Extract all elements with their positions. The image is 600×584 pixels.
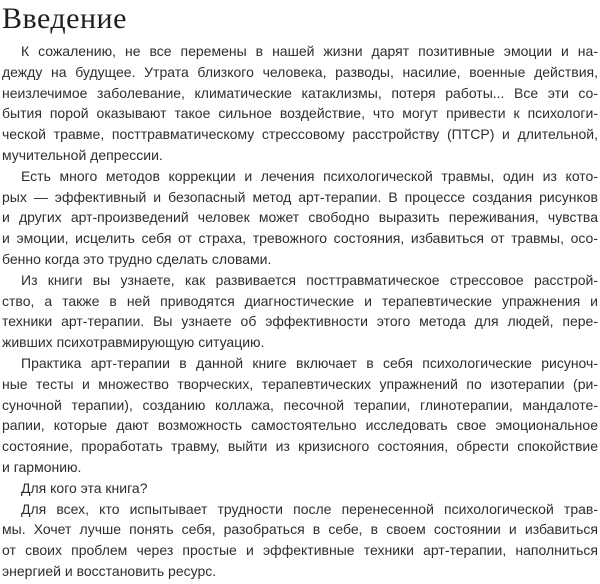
text-line: бытия порой оказывают такое сильное воздействие, что могут привести к психологи- (2, 105, 598, 122)
paragraph (2, 270, 598, 353)
text-line: и других арт-произведений человек может свободно выразить переживания, чувства (2, 209, 598, 226)
text-line: К сожалению, не все перемены в нашей жизни дарят позитивные эмоции и на- (21, 43, 598, 59)
text-line: рых — эффективный и безопасный метод арт-терапии. В процессе создания рисунков (2, 188, 598, 205)
paragraph (2, 41, 598, 166)
text-line: суночной терапии), созданию коллажа, песочной терапии, глинотерапии, мандалоте- (2, 396, 598, 413)
text-line: рапии, которые дают возможность самостоятельно исследовать свое эмоциональное (2, 417, 598, 434)
text-line: дежду на будущее. Утрата близкого человека, разводы, насилие, военные действия, (2, 63, 598, 80)
chapter-title: Введение (2, 2, 127, 35)
text-line: и гармонию. (2, 458, 82, 475)
text-line: Есть много методов коррекции и лечения психологической травмы, один из кото- (21, 167, 598, 184)
text-line: неизлечимое заболевание, климатические катаклизмы, потеря работы... Все эти со- (2, 84, 598, 101)
text-line: мы. Хочет лучше понять себя, разобраться в себе, в своем состоянии и избавиться (2, 521, 598, 538)
text-line: и эмоции, исцелить себя от страха, тревожного состояния, избавиться от травмы, осо- (2, 230, 598, 247)
text-line: техники арт-терапии. Вы узнаете об эффективности этого метода для людей, пере- (2, 313, 598, 330)
text-line: Для всех, кто испытывает трудности после перенесенной психологической трав- (21, 500, 598, 517)
text-line: ные тесты и множество творческих, терапевтических упражнений по изотерапии (ри- (2, 375, 598, 392)
text-line: ческой травме, посттравматическому стрессовому расстройству (ПТСР) и длительной, (2, 126, 598, 143)
paragraph (2, 478, 598, 499)
paragraph (2, 353, 598, 478)
paragraph (2, 499, 598, 582)
text-line: Из книги вы узнаете, как развивается посттравматическое стрессовое расстрой- (21, 271, 598, 288)
text-line: ство, а также в ней приводятся диагностические и терапевтические упражнения и (2, 292, 598, 309)
text-line: Практика арт-терапии в данной книге включает в себя психологические рисуноч- (21, 354, 598, 371)
text-line: живших психотравмирующую ситуацию. (2, 334, 265, 351)
text-line: мучительной депрессии. (2, 146, 163, 163)
body-text (2, 41, 598, 582)
text-line: бенно когда это трудно сделать словами. (2, 250, 272, 267)
text-line: Для кого эта книга? (21, 479, 148, 496)
text-line: состояние, проработать травму, выйти из кризисного состояния, обрести спокойствие (2, 438, 598, 455)
text-line: энергией и восстановить ресурс. (2, 562, 217, 579)
text-line: от своих проблем через простые и эффективные техники арт-терапии, наполниться (2, 542, 598, 559)
paragraph (2, 166, 598, 270)
